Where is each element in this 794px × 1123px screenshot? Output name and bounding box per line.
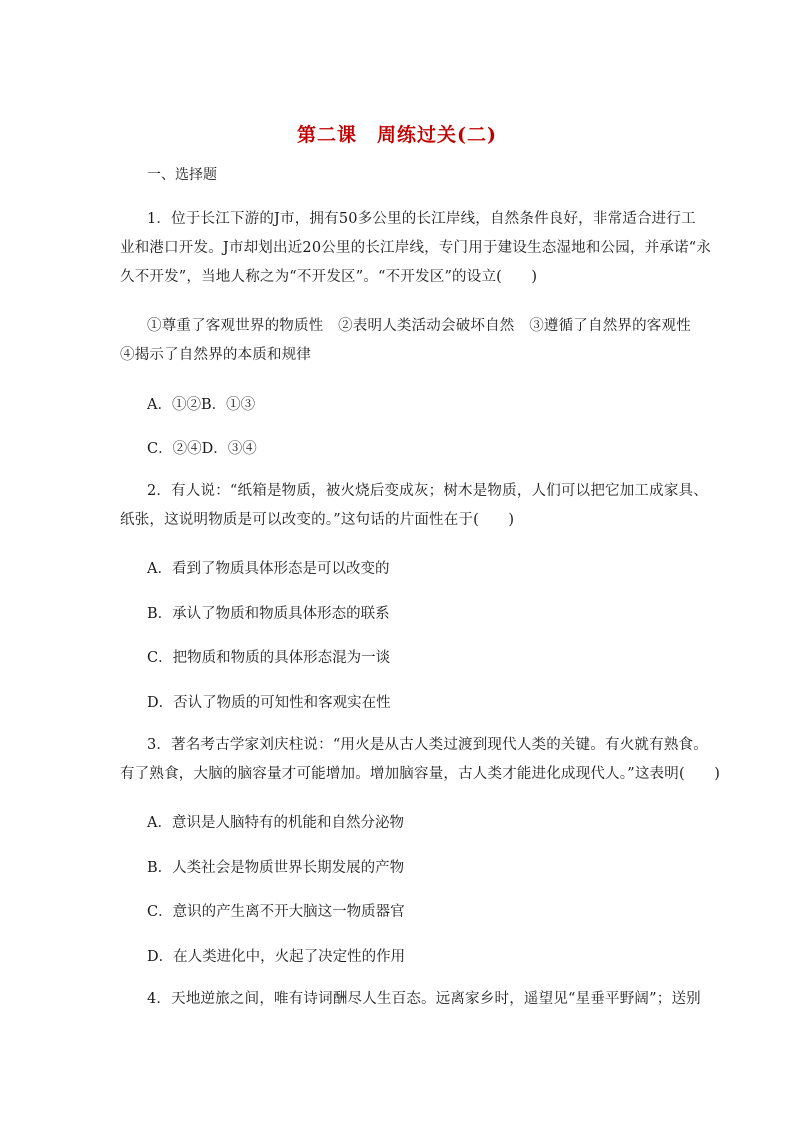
question-4-line-1: 4．天地逆旅之间，唯有诗词酬尽人生百态。远离家乡时，遥望见“星垂平野阔”；送别	[147, 991, 701, 1007]
question-3-line-1: 3．著名考古学家刘庆柱说：“用火是从古人类过渡到现代人类的关键。有火就有熟食。	[147, 737, 708, 753]
question-1-option-cd[interactable]: C．②④D．③④	[147, 441, 257, 457]
question-3-option-d[interactable]: D．在人类进化中，火起了决定性的作用	[147, 949, 406, 965]
question-3-cont	[120, 760, 721, 789]
question-2-option-b[interactable]: B．承认了物质和物质具体形态的联系	[147, 606, 390, 622]
question-1-line-3: 久不开发”，当地人称之为“不开发区”。“不开发区”的设立( )	[120, 269, 538, 285]
question-1-cont	[120, 234, 712, 292]
question-3-option-c[interactable]: C．意识的产生离不开大脑这一物质器官	[147, 904, 405, 920]
question-2-option-d[interactable]: D．否认了物质的可知性和客观实在性	[147, 695, 391, 711]
question-2-cont	[120, 506, 650, 535]
question-1-line-2: 业和港口开发。J市却划出近20公里的长江岸线，专门用于建设生态湿地和公园，并承诺“永	[120, 240, 712, 256]
question-2-option-a[interactable]: A．看到了物质具体形态是可以改变的	[147, 561, 390, 577]
question-1-line-1: 1．位于长江下游的J市，拥有50多公里的长江岸线，自然条件良好，非常适合进行工	[147, 211, 696, 227]
question-2-line-1: 2．有人说：“纸箱是物质，被火烧后变成灰；树木是物质，人们可以把它加工成家具、	[147, 483, 708, 499]
question-2-option-c[interactable]: C．把物质和物质的具体形态混为一谈	[147, 650, 391, 666]
question-2	[147, 477, 708, 506]
question-3-option-a[interactable]: A．意识是人脑特有的机能和自然分泌物	[147, 815, 404, 831]
question-3	[147, 731, 708, 760]
question-1-statements	[147, 312, 691, 341]
question-3-option-b[interactable]: B．人类社会是物质世界长期发展的产物	[147, 860, 405, 876]
question-4	[147, 985, 701, 1014]
question-1-statement-line-2: ④揭示了自然界的本质和规律	[120, 347, 312, 363]
question-1-statement-line-1: ①尊重了客观世界的物质性 ②表明人类活动会破坏自然 ③遵循了自然界的客观性	[147, 318, 691, 334]
page-title: 第二课 周练过关(二)	[297, 124, 497, 146]
question-2-line-2: 纸张，这说明物质是可以改变的。”这句话的片面性在于( )	[120, 512, 515, 528]
question-1	[147, 205, 696, 234]
question-3-line-2: 有了熟食，大脑的脑容量才可能增加。增加脑容量，古人类才能进化成现代人。”这表明( )	[120, 766, 721, 782]
section-heading: 一、选择题	[147, 167, 217, 183]
question-1-option-ab[interactable]: A．①②B．①③	[147, 397, 256, 413]
question-1-statements-cont	[120, 341, 650, 370]
